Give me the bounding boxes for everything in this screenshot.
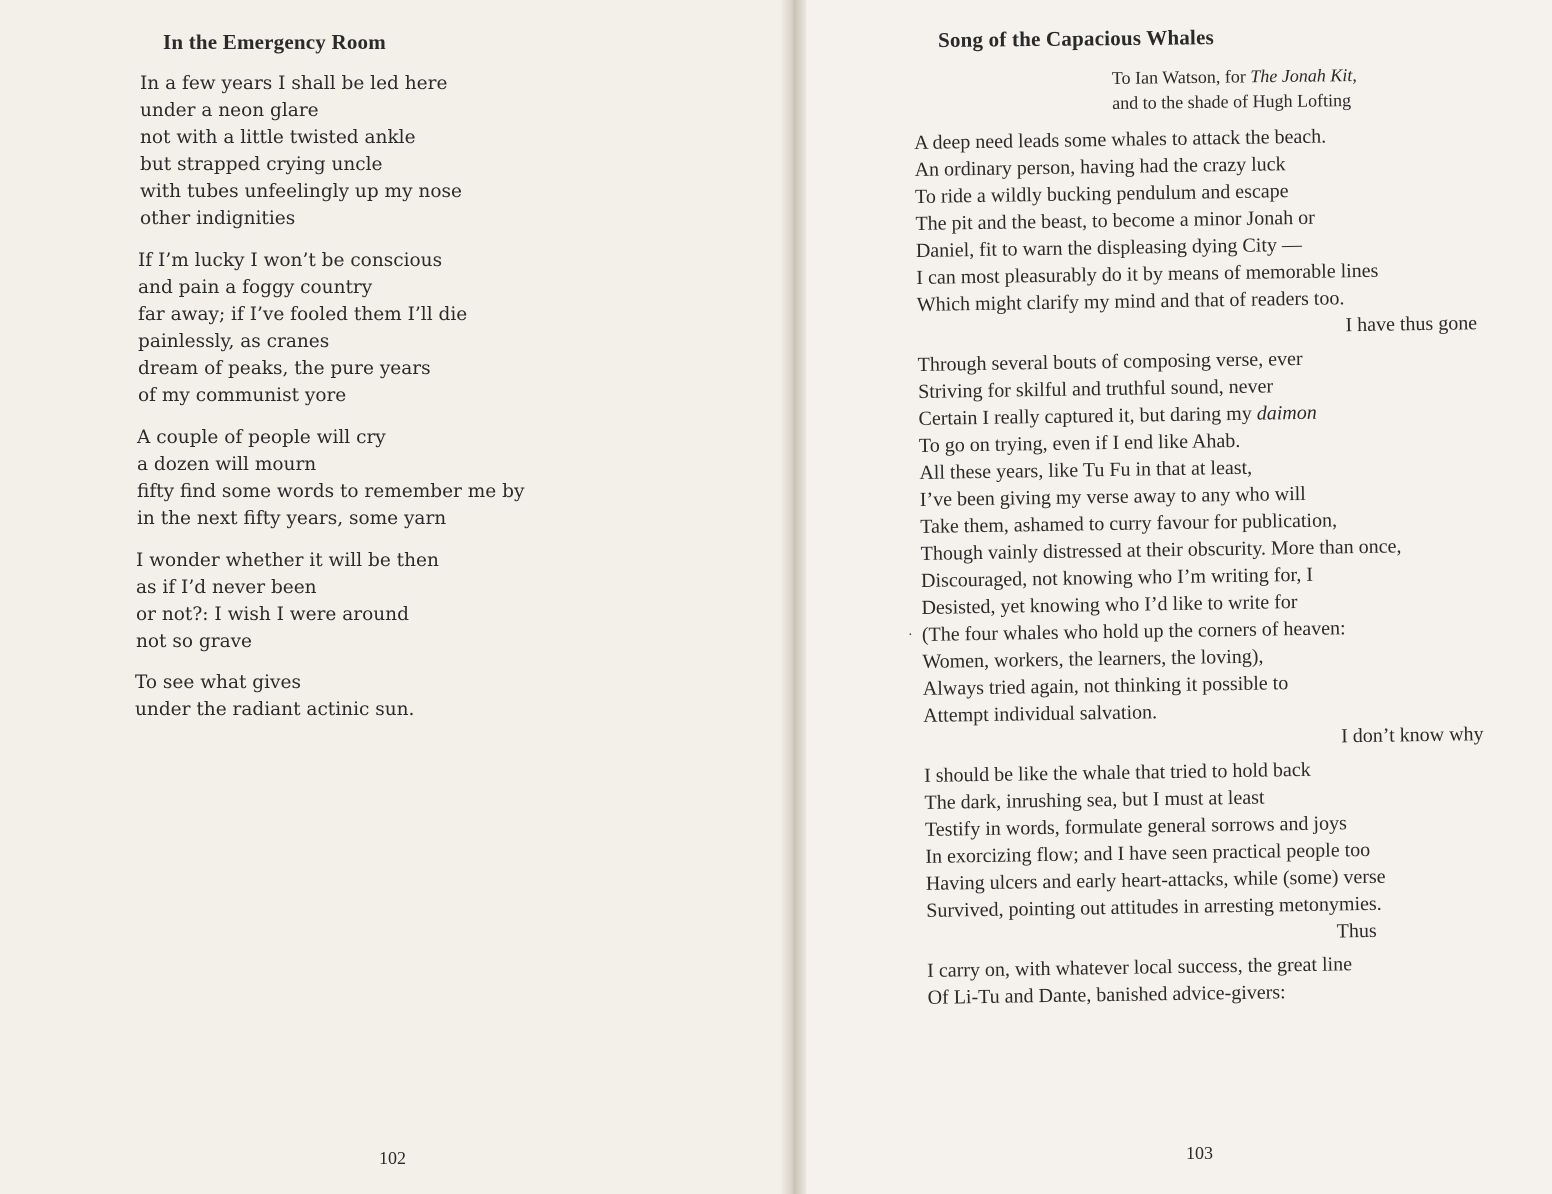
poem-line: Though vainly distressed at their obscurity. More than once,: [920, 535, 1402, 565]
dedication-line-1: [1112, 63, 1357, 91]
poem-line: Testify in words, formulate general sorrows and joys: [924, 812, 1347, 841]
book-gutter: [780, 0, 806, 1194]
daimon-word: daimon: [1256, 401, 1317, 425]
poem-line: with tubes unfeelingly up my nose: [140, 181, 462, 202]
poem-line: Striving for skilful and truthful sound, never: [917, 375, 1274, 403]
poem-line-text: Certain I really captured it, but daring my: [918, 402, 1257, 430]
dedication-book-title: The Jonah Kit,: [1250, 65, 1357, 87]
poem-line: far away; if I’ve fooled them I’ll die: [138, 304, 468, 325]
poem-line: Which might clarify my mind and that of readers too.: [916, 287, 1345, 316]
poem-line: In exorcizing flow; and I have seen practical people too: [925, 838, 1371, 868]
page-number-left: 102: [379, 1148, 406, 1168]
poem-line: Desisted, yet knowing who I’d like to write for: [921, 591, 1298, 619]
poem-line: but strapped crying uncle: [140, 154, 383, 175]
poem-line-dropped: Thus: [1336, 919, 1377, 943]
poem-line: In a few years I shall be led here: [140, 73, 448, 94]
stanza-2: [138, 247, 467, 409]
poem-line: Always tried again, not thinking it possible to: [922, 672, 1289, 700]
poem-line: Having ulcers and early heart-attacks, while (some) verse: [925, 865, 1386, 895]
poem-line: The pit and the beast, to become a minor Jonah or: [915, 206, 1315, 235]
poem-line: under the radiant actinic sun.: [135, 699, 415, 720]
poem-line: Attempt individual salvation.: [923, 701, 1158, 727]
poem-line: Daniel, fit to warn the displeasing dying City —: [915, 233, 1303, 262]
poem-line: of my communist yore: [138, 385, 347, 406]
poem-line: Take them, ashamed to curry favour for publication,: [920, 509, 1338, 538]
page-number-right: 103: [1186, 1143, 1213, 1163]
poem-line: Discouraged, not knowing who I’m writing for, I: [920, 563, 1314, 592]
poem-line-dropped: I have thus gone: [1345, 312, 1478, 337]
poem-line: Through several bouts of composing verse, ever: [917, 347, 1303, 376]
poem-line: I can most pleasurably do it by means of memorable lines: [916, 259, 1379, 289]
poem-line: I carry on, with whatever local success, the great line: [927, 953, 1353, 982]
poem-line: painlessly, as cranes: [138, 331, 330, 352]
poem-line: not so grave: [136, 631, 252, 652]
poem-line: in the next fifty years, some yarn: [137, 508, 447, 529]
poem-line: and pain a foggy country: [138, 277, 373, 298]
poem-line: Survived, pointing out attitudes in arresting metonymies.: [926, 892, 1382, 922]
poem-line: Of Li-Tu and Dante, banished advice-givers:: [927, 981, 1286, 1009]
poem-line: A deep need leads some whales to attack the beach.: [914, 125, 1327, 154]
stanza-4: [136, 547, 439, 655]
poem-line: An ordinary person, having had the crazy luck: [914, 153, 1286, 181]
poem-line: a dozen will mourn: [137, 454, 317, 475]
poem-line: If I’m lucky I won’t be conscious: [138, 250, 443, 271]
dedication-text: To Ian Watson, for: [1111, 66, 1251, 89]
stanza-5: [135, 669, 414, 723]
poem-line: as if I’d never been: [136, 577, 317, 598]
poem-line: The dark, inrushing sea, but I must at least: [924, 786, 1265, 814]
poem-line: Women, workers, the learners, the loving),: [922, 645, 1264, 673]
poem-dedication: [1112, 63, 1358, 116]
dedication-line-2: and to the shade of Hugh Lofting: [1112, 90, 1352, 113]
poem-line: I wonder whether it will be then: [136, 550, 439, 571]
poem-line: dream of peaks, the pure years: [138, 358, 431, 379]
poem-line-dropped: I don’t know why: [1340, 723, 1484, 748]
poem-line: under a neon glare: [140, 100, 319, 121]
poem-line: other indignities: [140, 208, 296, 229]
right-poem: [914, 121, 1488, 1012]
poem-line: fifty find some words to remember me by: [137, 481, 525, 502]
poem-line: (The four whales who hold up the corners of heaven:: [921, 617, 1346, 646]
poem-line: A couple of people will cry: [137, 427, 386, 448]
poem-line: not with a little twisted ankle: [140, 127, 416, 148]
margin-dot: ·: [908, 628, 913, 643]
stanza-1: [140, 70, 462, 232]
stanza-3: [137, 424, 524, 532]
right-poem-title: Song of the Capacious Whales: [937, 25, 1215, 52]
poem-line: I’ve been giving my verse away to any who will: [919, 482, 1306, 511]
poem-line: All these years, like Tu Fu in that at least,: [919, 456, 1253, 484]
poem-line: To go on trying, even if I end like Ahab.: [918, 429, 1241, 457]
left-poem-title: In the Emergency Room: [163, 30, 386, 54]
poem-line: To ride a wildly bucking pendulum and escape: [914, 180, 1289, 208]
poem-line: I should be like the whale that tried to hold back: [923, 758, 1311, 787]
poem-line: To see what gives: [135, 672, 301, 693]
poem-line: or not?: I wish I were around: [136, 604, 409, 625]
